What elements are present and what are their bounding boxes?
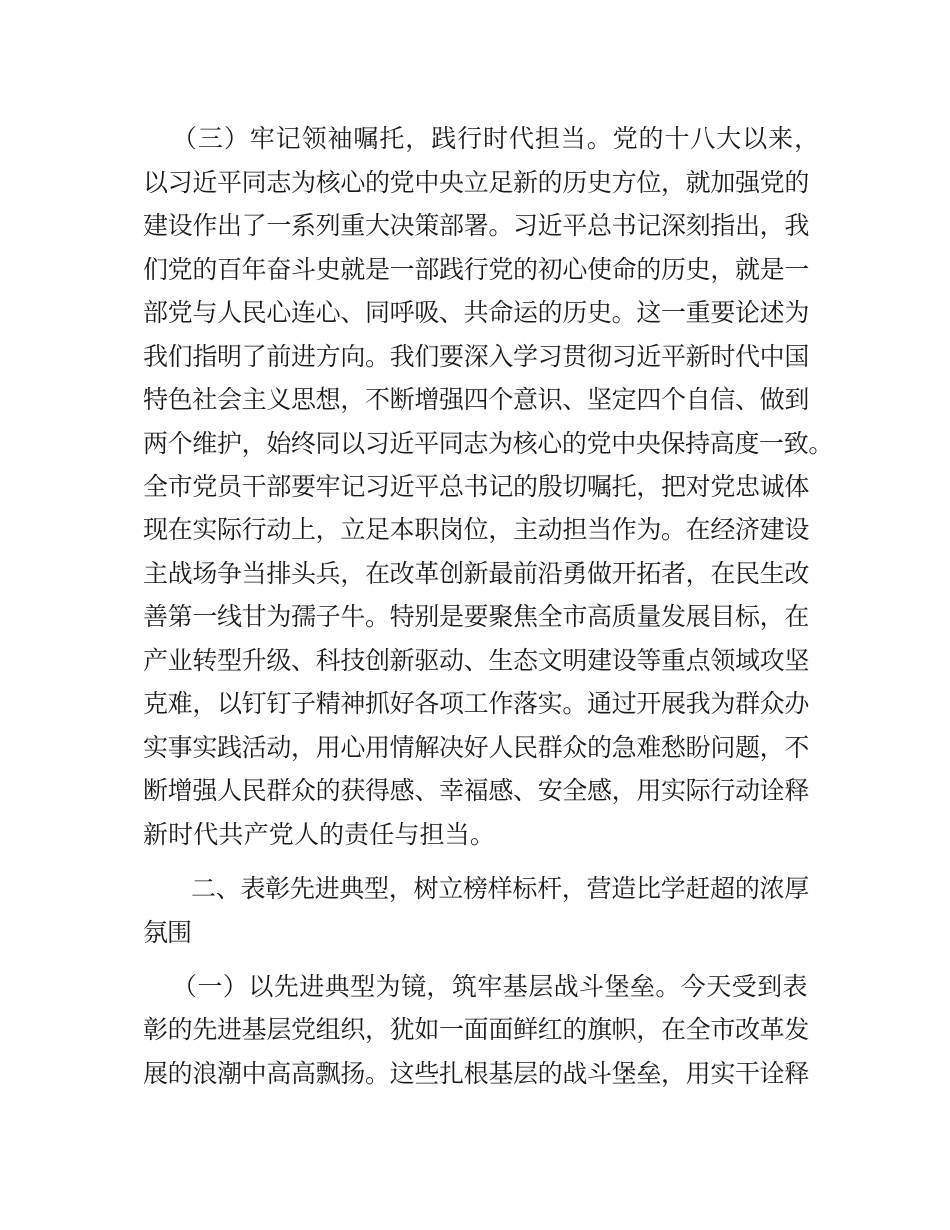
text-line: 以习近平同志为核心的党中央立足新的历史方位，就加强党的 [143, 168, 809, 197]
section-heading-line: 二、表彰先进典型，树立榜样标杆，营造比学赶超的浓厚 [191, 874, 809, 903]
text-line: （一）以先进典型为镜，筑牢基层战斗堡垒。今天受到表 [172, 972, 808, 1001]
text-line: 新时代共产党人的责任与担当。 [143, 820, 495, 849]
text-line: 实事实践活动，用心用情解决好人民群众的急难愁盼问题，不 [143, 733, 809, 762]
text-line: 善第一线甘为孺子牛。特别是要聚焦全市高质量发展目标，在 [143, 602, 809, 631]
text-line: 彰的先进基层党组织，犹如一面面鲜红的旗帜，在全市改革发 [143, 1015, 809, 1044]
text-line: 特色社会主义思想，不断增强四个意识、坚定四个自信、做到 [143, 385, 809, 414]
text-line: 我们指明了前进方向。我们要深入学习贯彻习近平新时代中国 [143, 342, 809, 371]
text-line: （三）牢记领袖嘱托，践行时代担当。党的十八大以来， [172, 124, 820, 153]
text-line: 主战场争当排头兵，在改革创新最前沿勇做开拓者，在民生改 [143, 559, 809, 588]
text-line: 两个维护，始终同以习近平同志为核心的党中央保持高度一致。 [143, 429, 833, 458]
section-heading-line: 氛围 [143, 918, 191, 947]
text-line: 全市党员干部要牢记习近平总书记的殷切嘱托，把对党忠诚体 [143, 472, 809, 501]
text-line: 现在实际行动上，立足本职岗位，主动担当作为。在经济建设 [143, 515, 809, 544]
text-line: 克难，以钉钉子精神抓好各项工作落实。通过开展我为群众办 [143, 689, 809, 718]
text-line: 断增强人民群众的获得感、幸福感、安全感，用实际行动诠释 [143, 776, 809, 805]
text-line: 产业转型升级、科技创新驱动、生态文明建设等重点领域攻坚 [143, 646, 809, 675]
text-line: 部党与人民心连心、同呼吸、共命运的历史。这一重要论述为 [143, 298, 809, 327]
text-line: 们党的百年奋斗史就是一部践行党的初心使命的历史，就是一 [143, 255, 809, 284]
text-line: 展的浪潮中高高飘扬。这些扎根基层的战斗堡垒，用实干诠释 [143, 1059, 809, 1088]
text-line: 建设作出了一系列重大决策部署。习近平总书记深刻指出，我 [143, 211, 809, 240]
